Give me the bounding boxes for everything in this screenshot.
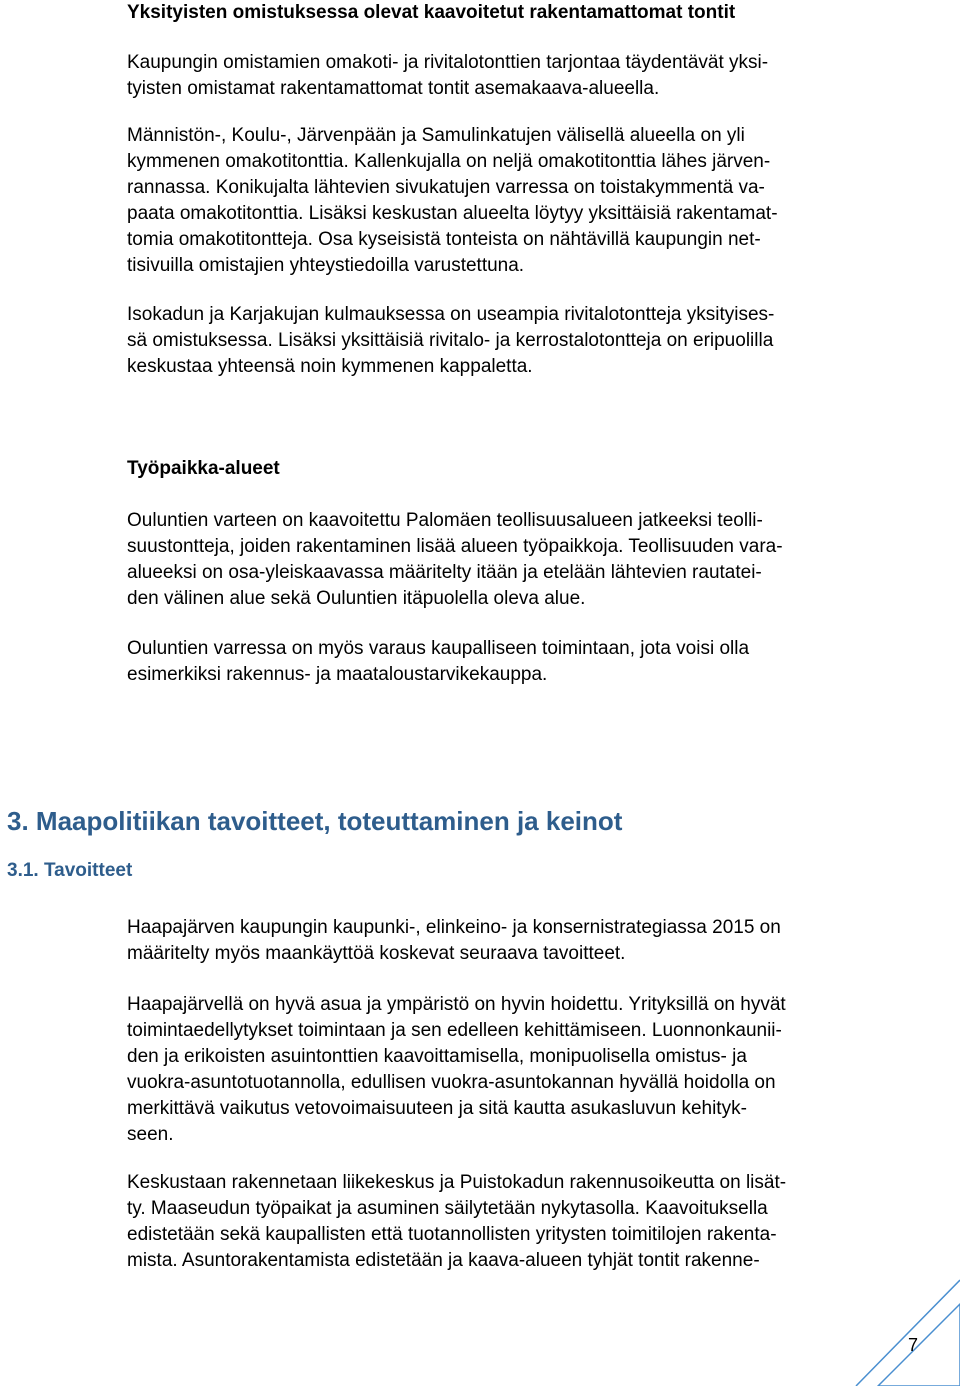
text-line: määritelty myös maankäyttöä koskevat seuraava tavoitteet. bbox=[127, 943, 626, 964]
text-line: Haapajärvellä on hyvä asua ja ympäristö on hyvin hoidettu. Yrityksillä on hyvät bbox=[127, 994, 786, 1015]
text-line: seen. bbox=[127, 1124, 174, 1145]
text-line: merkittävä vaikutus vetovoimaisuuteen ja sitä kautta asukasluvun kehityk- bbox=[127, 1098, 747, 1119]
chapter-heading: 3. Maapolitiikan tavoitteet, toteuttaminen ja keinot bbox=[7, 806, 623, 836]
text-line: tomia omakotitontteja. Osa kyseisistä tonteista on nähtävillä kaupungin net- bbox=[127, 229, 761, 250]
paragraph bbox=[127, 123, 887, 279]
text-line: toimintaedellytykset toimintaan ja sen edelleen kehittämiseen. Luonnonkaunii- bbox=[127, 1020, 782, 1041]
text-line: tisivuilla omistajien yhteystiedoilla varustettuna. bbox=[127, 255, 525, 276]
paragraph bbox=[127, 992, 887, 1148]
paragraph bbox=[127, 50, 887, 102]
text-line: rannassa. Konikujalta lähtevien sivukatujen varressa on toistakymmentä va- bbox=[127, 177, 765, 198]
text-line: den ja erikoisten asuintonttien kaavoittamisella, monipuolisella omistus- ja bbox=[127, 1046, 747, 1067]
page-corner-decoration bbox=[848, 1276, 960, 1386]
paragraph bbox=[127, 302, 887, 380]
text-line: Ouluntien varressa on myös varaus kaupalliseen toimintaan, jota voisi olla bbox=[127, 638, 750, 659]
text-line: tyisten omistamat rakentamattomat tontit asemakaava-alueella. bbox=[127, 78, 660, 99]
page-number: 7 bbox=[908, 1335, 919, 1355]
text-line: Männistön-, Koulu-, Järvenpään ja Samulinkatujen välisellä alueella on yli bbox=[127, 125, 745, 146]
text-line: mista. Asuntorakentamista edistetään ja kaava-alueen tyhjät tontit rakenne- bbox=[127, 1250, 760, 1271]
section-heading-work-areas: Työpaikka-alueet bbox=[127, 458, 280, 479]
text-line: kymmenen omakotitonttia. Kallenkujalla on neljä omakotitonttia lähes järven- bbox=[127, 151, 771, 172]
text-line: den välinen alue sekä Ouluntien itäpuolella oleva alue. bbox=[127, 588, 586, 609]
subsection-heading: 3.1. Tavoitteet bbox=[7, 860, 133, 881]
text-line: Kaupungin omistamien omakoti- ja rivitalotonttien tarjontaa täydentävät yksi- bbox=[127, 52, 769, 73]
text-line: Keskustaan rakennetaan liikekeskus ja Puistokadun rakennusoikeutta on lisät- bbox=[127, 1172, 787, 1193]
text-line: alueeksi on osa-yleiskaavassa määritelty itään ja etelään lähtevien rautatei- bbox=[127, 562, 762, 583]
paragraph bbox=[127, 915, 887, 967]
text-line: keskustaa yhteensä noin kymmenen kappaletta. bbox=[127, 356, 533, 377]
text-line: paata omakotitonttia. Lisäksi keskustan alueelta löytyy yksittäisiä rakentamat- bbox=[127, 203, 778, 224]
text-line: vuokra-asuntotuotannolla, edullisen vuokra-asuntokannan hyvällä hoidolla on bbox=[127, 1072, 776, 1093]
text-line: Isokadun ja Karjakujan kulmauksessa on useampia rivitalotontteja yksityises- bbox=[127, 304, 775, 325]
text-line: Ouluntien varteen on kaavoitettu Palomäen teollisuusalueen jatkeeksi teolli- bbox=[127, 510, 763, 531]
text-line: sä omistuksessa. Lisäksi yksittäisiä rivitalo- ja kerrostalotontteja on eripuolilla bbox=[127, 330, 774, 351]
text-line: esimerkiksi rakennus- ja maataloustarvikekauppa. bbox=[127, 664, 548, 685]
text-line: suustontteja, joiden rakentaminen lisää alueen työpaikkoja. Teollisuuden vara- bbox=[127, 536, 783, 557]
text-line: ty. Maaseudun työpaikat ja asuminen säilytetään nykytasolla. Kaavoituksella bbox=[127, 1198, 768, 1219]
text-line: Haapajärven kaupungin kaupunki-, elinkeino- ja konsernistrategiassa 2015 on bbox=[127, 917, 781, 938]
text-line: edistetään sekä kaupallisten että tuotannollisten yritysten toimitilojen rakenta- bbox=[127, 1224, 777, 1245]
paragraph bbox=[127, 636, 887, 688]
paragraph bbox=[127, 1170, 887, 1274]
section-heading-private-plots: Yksityisten omistuksessa olevat kaavoitetut rakentamattomat tontit bbox=[127, 2, 736, 23]
paragraph bbox=[127, 508, 887, 612]
